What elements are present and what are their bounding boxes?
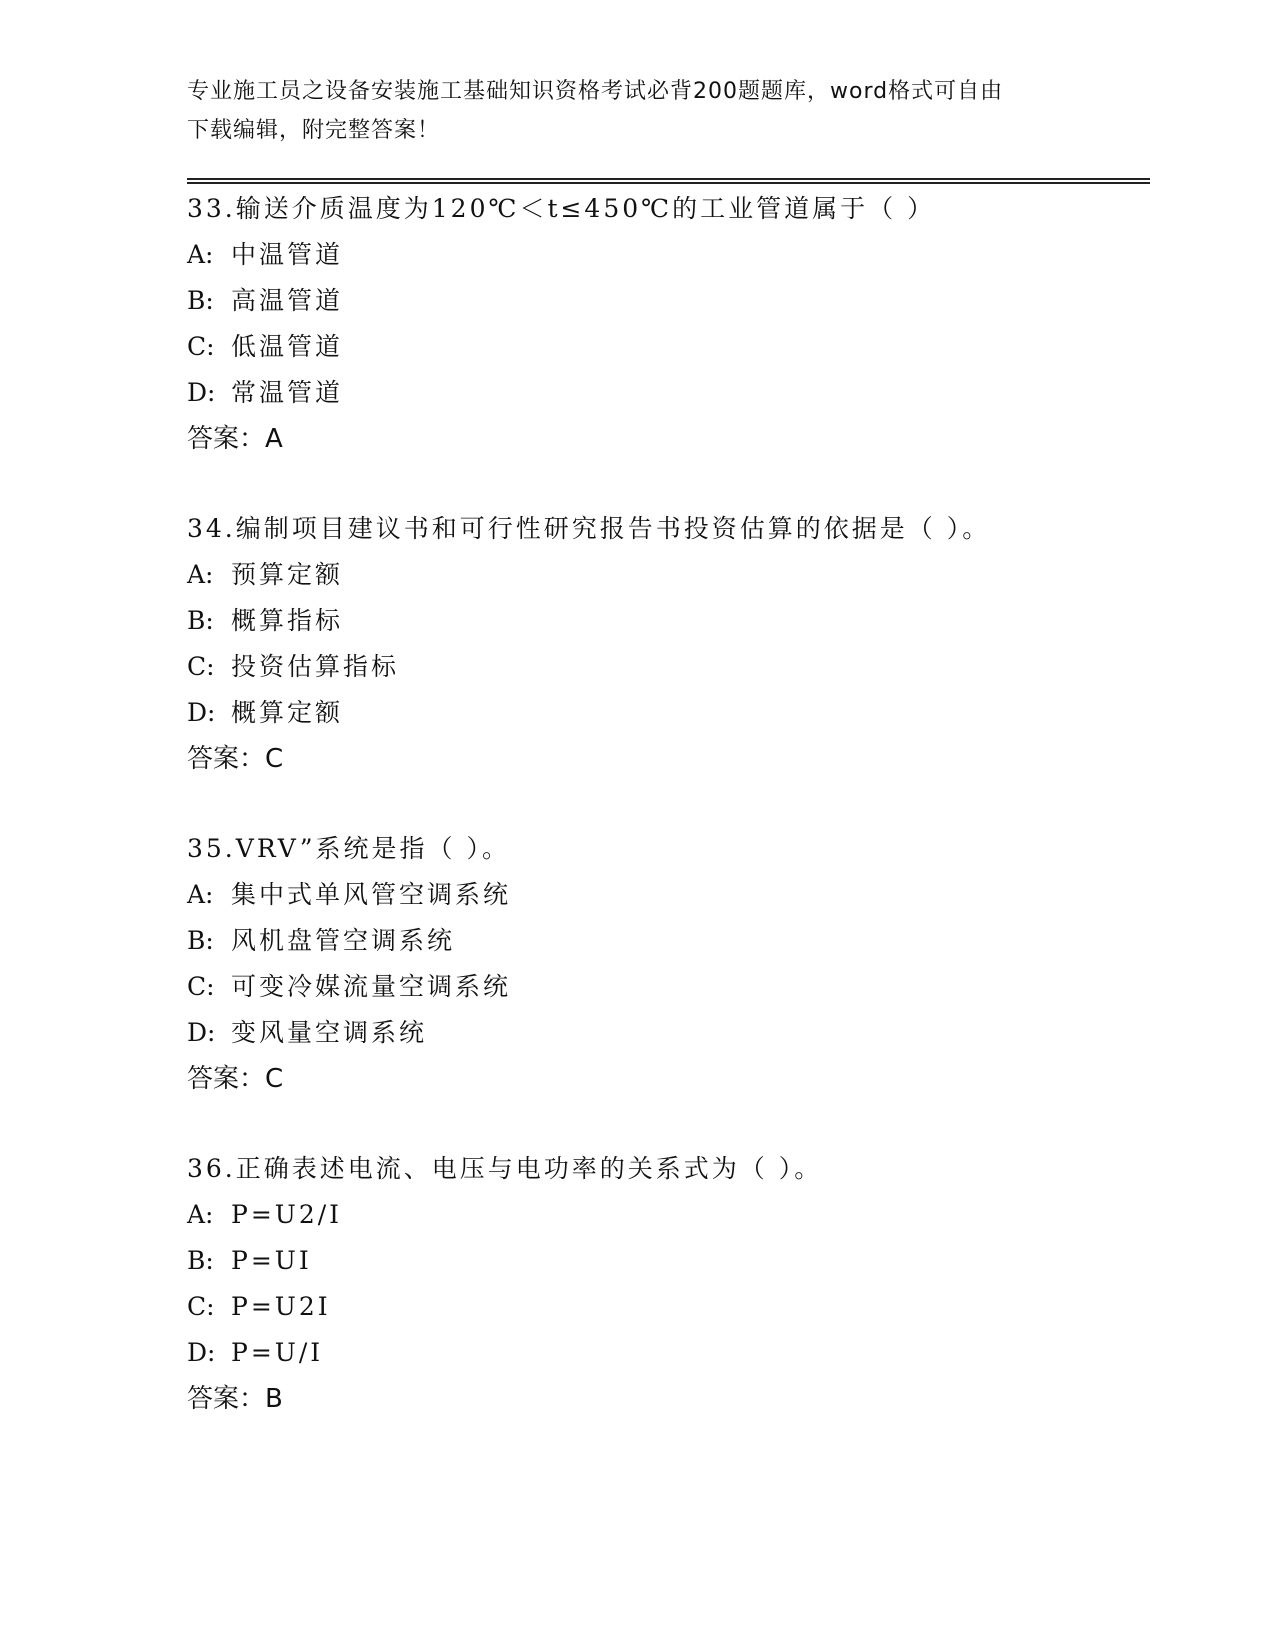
question-text: 36.正确表述电流、电压与电功率的关系式为（ ）。 (187, 1154, 823, 1183)
option-a (187, 1192, 1150, 1238)
option-text: 投资估算指标 (231, 652, 400, 681)
option-label: D: (187, 698, 216, 727)
option-b (187, 918, 1150, 964)
option-label: A: (187, 240, 214, 269)
option-label: A: (187, 880, 214, 909)
option-c (187, 644, 1150, 690)
option-a (187, 872, 1150, 918)
question-34 (187, 506, 1150, 782)
question-list (187, 186, 1150, 1466)
question-36 (187, 1146, 1150, 1422)
question-text: 33.输送介质温度为120℃＜t≤450℃的工业管道属于（ ） (187, 194, 936, 223)
answer-line: 答案：A (187, 424, 283, 454)
option-d (187, 1330, 1150, 1376)
option-b (187, 278, 1150, 324)
option-label: C: (187, 1292, 215, 1321)
option-text: P=U2/I (231, 1200, 343, 1229)
option-text: P=UI (231, 1246, 312, 1275)
option-text: 中温管道 (231, 240, 344, 269)
option-label: B: (187, 286, 214, 315)
header-divider (187, 178, 1150, 184)
option-label: B: (187, 926, 214, 955)
document-header (187, 72, 1067, 150)
header-line-2: 下载编辑，附完整答案！ (187, 118, 441, 143)
answer-line: 答案：B (187, 1384, 283, 1414)
option-label: C: (187, 972, 215, 1001)
option-a (187, 232, 1150, 278)
answer-line: 答案：C (187, 744, 284, 774)
question-33 (187, 186, 1150, 462)
option-text: 变风量空调系统 (231, 1018, 428, 1047)
option-text: 高温管道 (231, 286, 344, 315)
option-text: 预算定额 (231, 560, 344, 589)
option-label: D: (187, 1338, 216, 1367)
answer-line: 答案：C (187, 1064, 284, 1094)
option-c (187, 1284, 1150, 1330)
option-text: 可变冷媒流量空调系统 (231, 972, 512, 1001)
option-text: 概算指标 (231, 606, 344, 635)
option-d (187, 690, 1150, 736)
option-label: A: (187, 1200, 214, 1229)
option-label: A: (187, 560, 214, 589)
option-label: D: (187, 1018, 216, 1047)
option-text: 概算定额 (231, 698, 344, 727)
option-label: B: (187, 1246, 214, 1275)
option-text: 集中式单风管空调系统 (231, 880, 512, 909)
option-text: 风机盘管空调系统 (231, 926, 456, 955)
option-text: P=U/I (231, 1338, 324, 1367)
option-c (187, 964, 1150, 1010)
option-a (187, 552, 1150, 598)
option-c (187, 324, 1150, 370)
question-text: 34.编制项目建议书和可行性研究报告书投资估算的依据是（ ）。 (187, 514, 991, 543)
question-35 (187, 826, 1150, 1102)
option-b (187, 598, 1150, 644)
option-label: C: (187, 332, 215, 361)
option-label: D: (187, 378, 216, 407)
option-text: P=U2I (231, 1292, 331, 1321)
header-line-1: 专业施工员之设备安装施工基础知识资格考试必背200题题库，word格式可自由 (187, 79, 1004, 104)
option-b (187, 1238, 1150, 1284)
option-d (187, 370, 1150, 416)
option-d (187, 1010, 1150, 1056)
option-text: 低温管道 (231, 332, 344, 361)
option-label: C: (187, 652, 215, 681)
question-text: 35.VRV”系统是指（ ）。 (187, 834, 510, 863)
option-label: B: (187, 606, 214, 635)
option-text: 常温管道 (231, 378, 344, 407)
